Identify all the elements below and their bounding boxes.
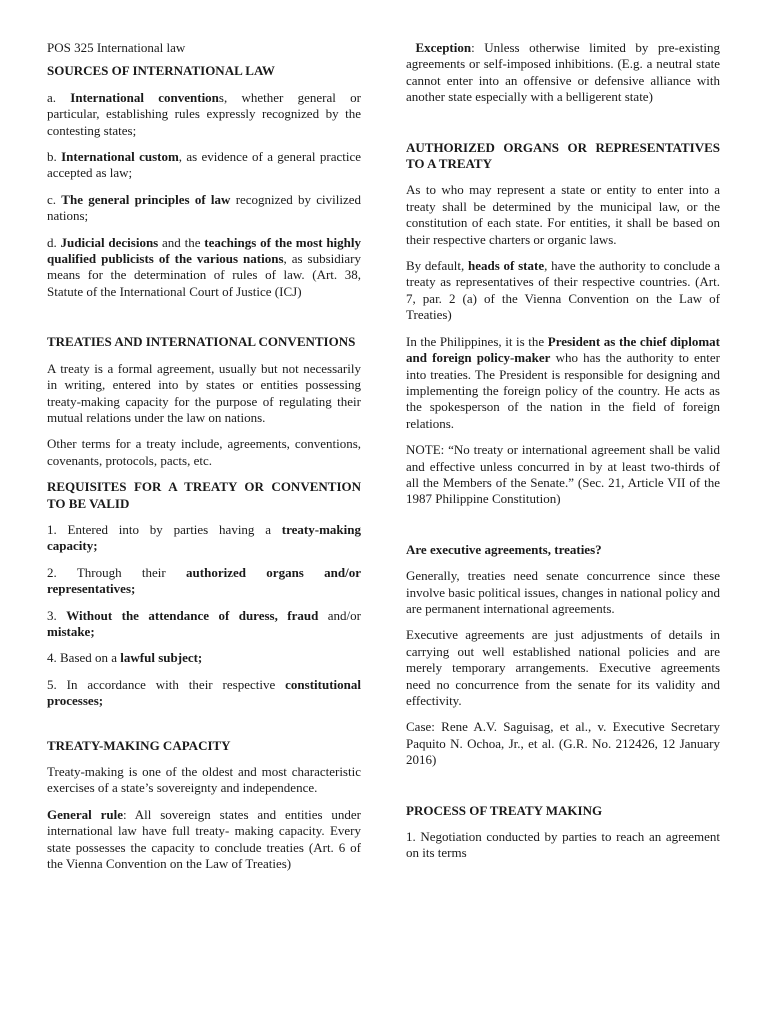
treaty-other-terms: Other terms for a treaty include, agreements, conventions, covenants, protocols, pacts, etc. [47,436,361,468]
right-column [406,40,720,872]
case-citation: Case: Rene A.V. Saguisag, et al., v. Executive Secretary Paquito N. Ochoa, Jr., et al. (G.R. No. 212426, 12 January 2016) [406,719,720,768]
source-d: d. Judicial decisions and the teachings of the most highly qualified publicists of the various nations, as subsidiary means for the determination of rules of law. (Art. 38, Statute of the International Court of Justice (ICJ) [47,234,362,299]
requisite-3: 3. Without the attendance of duress, fraud and/or mistake; [47,607,362,639]
senate-note: NOTE: “No treaty or international agreement shall be valid and effective unless concurred in by at least two-thirds of all the Members of the Senate.” (Sec. 21, Article VII of the 1987 Philippine Constitution) [406,442,720,507]
requisites-heading: REQUISITES FOR A TREATY OR CONVENTION TO BE VALID [47,479,361,511]
capacity-exception: Exception: Unless otherwise limited by pre-existing agreements or self-imposed inhibitions. (E.g. a neutral state cannot enter into an offensive or defensive alliance with another state especially with a belligerent state) [406,40,720,105]
capacity-general-rule: General rule: All sovereign states and entities under international law have full treaty- making capacity. Every state possesses the capacity to conclude treaties (Art. 6 of the Vienna Convention on the Law of Treaties) [47,806,362,872]
course-line: POS 325 International law [47,40,186,55]
organs-p2: By default, heads of state, have the authority to conclude a treaty as representatives of their respective countries. (Art. 7, par. 2 (a) of the Vienna Convention on the Law of Treaties) [406,258,721,323]
capacity-intro: Treaty-making is one of the oldest and most characteristic exercises of a state’s sovereignty and independence. [47,764,361,796]
executive-question: Are executive agreements, treaties? [406,541,602,557]
executive-p2: Executive agreements are just adjustments of details in carrying out well established national policies and are merely temporary arrangements. Executive agreements need no concurrence from the senate for its validity and effectivity. [406,627,720,708]
treaties-heading: TREATIES AND INTERNATIONAL CONVENTIONS [47,334,356,350]
process-step-1: 1. Negotiation conducted by parties to reach an agreement on its terms [406,829,720,861]
executive-p1: Generally, treaties need senate concurrence since these involve basic political issues, changes in national policy and are permanent international agreements. [406,568,720,616]
requisite-5: 5. In accordance with their respective constitutional processes; [47,676,361,709]
source-a: a. International conventions, whether general or particular, establishing rules expressly recognized by the contesting states; [47,89,361,138]
source-b: b. International custom, as evidence of a general practice accepted as law; [47,149,361,181]
source-c: c. The general principles of law recognized by civilized nations; [47,191,362,224]
requisite-1: 1. Entered into by parties having a treaty-making capacity; [47,521,361,554]
organs-heading: AUTHORIZED ORGANS OR REPRESENTATIVES TO A TREATY [406,139,720,172]
organs-p3: In the Philippines, it is the President as the chief diplomat and foreign policy-maker who has the authority to enter into treaties. The President is responsible for designing and implementing the foreign policy of the country. He acts as the spokesperson of the nation in the field of foreign relations. [406,333,720,431]
left-column [47,40,361,882]
treaty-definition: A treaty is a formal agreement, usually but not necessarily in writing, entered into by states or entities possessing treaty-making capacity for the purpose of regulating their mutual relations under the law on nations. [47,360,361,425]
requisite-4: 4. Based on a lawful subject; [47,650,203,666]
sources-heading: SOURCES OF INTERNATIONAL LAW [47,63,275,79]
organs-p1: As to who may represent a state or entity to enter into a treaty shall be determined by the municipal law, or the constitution of each state. For entities, it shall be based on their respective charters or organic laws. [406,182,720,247]
capacity-heading: TREATY-MAKING CAPACITY [47,737,231,753]
process-heading: PROCESS OF TREATY MAKING [406,802,603,818]
requisite-2: 2. Through their authorized organs and/or representatives; [47,564,362,597]
